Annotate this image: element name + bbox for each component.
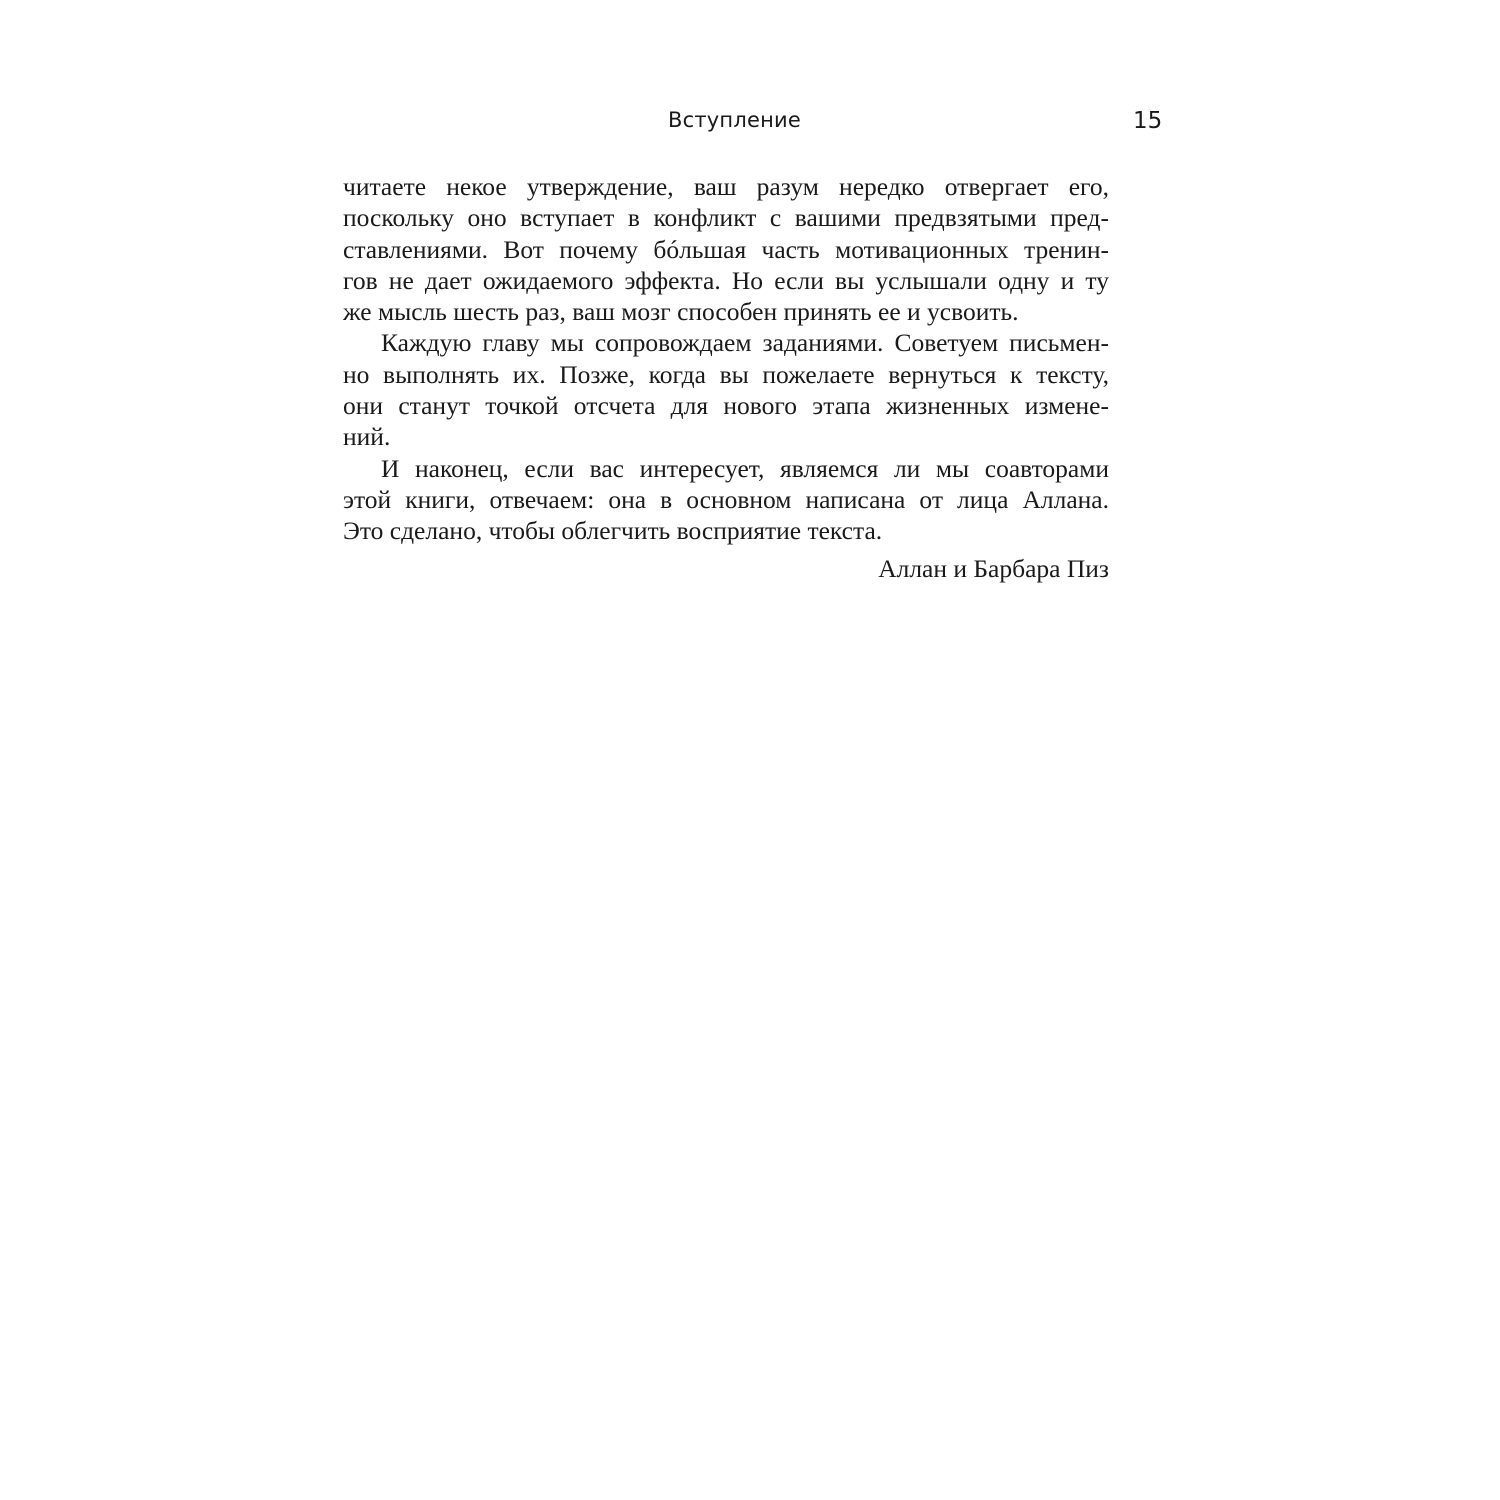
page-number: 15 — [1133, 108, 1163, 134]
text-line: но выполнять их. Позже, когда вы пожелаете вернуться к тексту, — [343, 359, 1109, 389]
paragraph-3 — [343, 453, 1109, 547]
text-line: этой книги, отвечаем: она в основном написана от лица Аллана. — [343, 484, 1109, 514]
text-line: читаете некое утверждение, ваш разум нередко отвергает его, — [343, 172, 1109, 201]
text-line: И наконец, если вас интересует, являемся ли мы соавторами — [381, 453, 1109, 483]
text-line: ставлениями. Вот почему бóльшая часть мотивационных тренин- — [343, 234, 1109, 264]
running-header — [0, 108, 1500, 138]
author-signature: Аллан и Барбара Пиз — [878, 553, 1109, 583]
running-title: Вступление — [668, 108, 801, 132]
text-line: Это сделано, чтобы облегчить восприятие текста. — [343, 516, 883, 546]
text-line: поскольку оно вступает в конфликт с вашими предвзятыми пред- — [343, 203, 1109, 233]
text-line: же мысль шесть раз, ваш мозг способен принять ее и усвоить. — [343, 297, 1019, 327]
text-line: Каждую главу мы сопровождаем заданиями. Советуем письмен- — [381, 328, 1109, 358]
text-line: ний. — [343, 422, 391, 452]
body-text — [343, 171, 1109, 584]
text-line: они станут точкой отсчета для нового этапа жизненных измене- — [343, 391, 1109, 421]
paragraph-1 — [343, 171, 1109, 327]
paragraph-2 — [343, 327, 1109, 452]
text-line: гов не дает ожидаемого эффекта. Но если вы услышали одну и ту — [343, 265, 1109, 295]
